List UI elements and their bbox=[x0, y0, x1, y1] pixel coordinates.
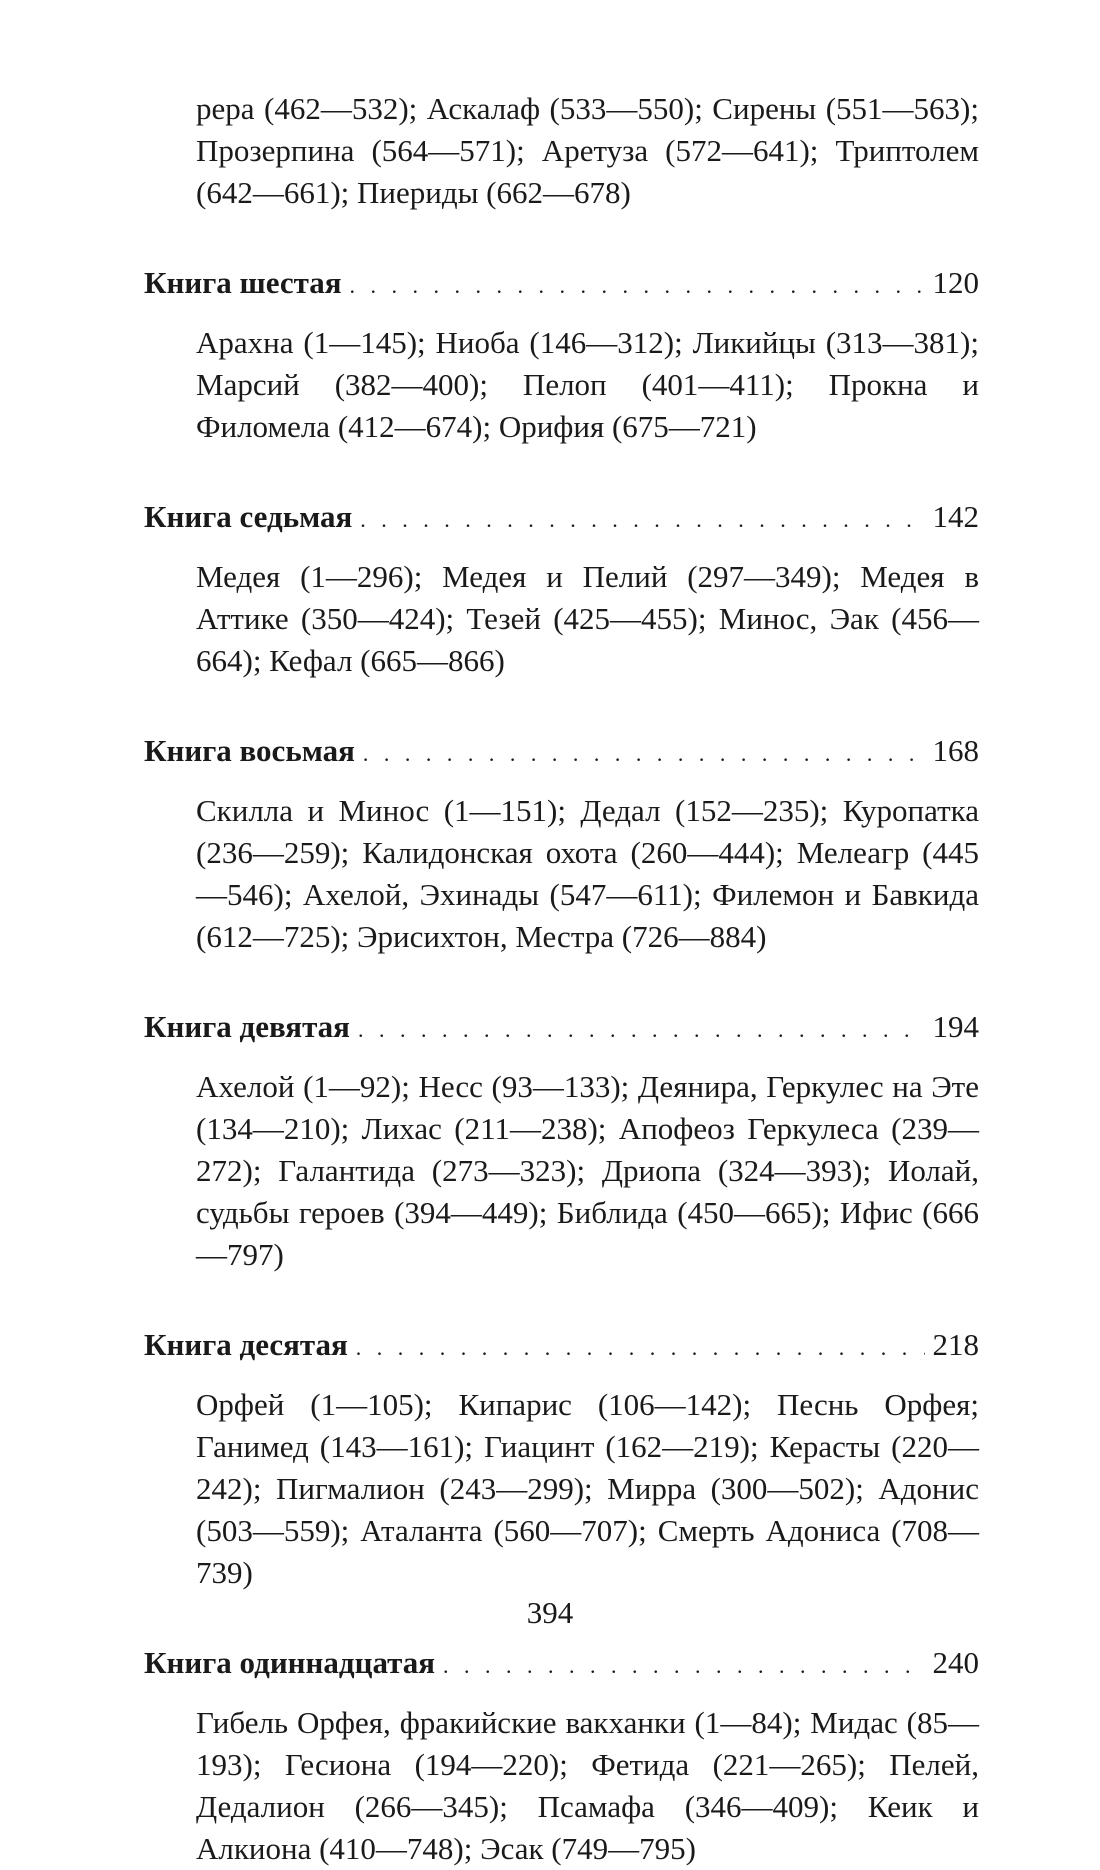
toc-entry bbox=[144, 496, 979, 682]
toc-entry bbox=[144, 1324, 979, 1594]
section-contents: Арахна (1—145); Ниоба (146—312); Ликийцы (313—381); Марсий (382—400); Пелоп (401—411); Прокна и Филомела (412—674); Орифия (675—721) bbox=[196, 325, 979, 444]
toc-entry bbox=[144, 1642, 979, 1870]
toc-heading bbox=[144, 262, 979, 307]
section-contents: Орфей (1—105); Кипарис (106—142); Песнь Орфея; Ганимед (143—161); Гиацинт (162—219); Керасты (220—242); Пигмалион (243—299); Мирра (300—502); Адонис (503—559); Аталанта (560—707); Смерть Адониса (708—739) bbox=[196, 1387, 979, 1590]
section-title: Книга седьмая bbox=[144, 499, 353, 534]
section-title: Книга девятая bbox=[144, 1009, 350, 1044]
dot-leader bbox=[358, 1009, 925, 1051]
section-contents: Медея (1—296); Медея и Пелий (297—349); Медея в Аттике (350—424); Тезей (425—455); Минос, Эак (456—664); Кефал (665—866) bbox=[196, 559, 979, 678]
toc-heading bbox=[144, 496, 979, 541]
section-contents: Ахелой (1—92); Несс (93—133); Деянира, Геркулес на Эте (134—210); Лихас (211—238); Апофеоз Геркулеса (239—272); Галантида (273—323); Дриопа (324—393); Иолай, судьбы героев (394—449); Библида (450—665); Ифис (666—797) bbox=[196, 1069, 979, 1272]
section-title: Книга десятая bbox=[144, 1327, 348, 1362]
section-contents: Скилла и Минос (1—151); Дедал (152—235); Куропатка (236—259); Калидонская охота (260—444); Мелеагр (445—546); Ахелой, Эхинады (547—611); Филемон и Бавкида (612—725); Эрисихтон, Местра (726—884) bbox=[196, 793, 979, 954]
toc-heading bbox=[144, 1006, 979, 1051]
page-number: 218 bbox=[932, 1327, 979, 1362]
section-title: Книга шестая bbox=[144, 265, 342, 300]
dot-leader bbox=[360, 499, 924, 541]
dot-leader bbox=[349, 265, 924, 307]
toc-entry bbox=[144, 1006, 979, 1276]
page-number: 142 bbox=[932, 499, 979, 534]
section-title: Книга одиннадцатая bbox=[144, 1645, 436, 1680]
dot-leader bbox=[363, 733, 925, 775]
page-number: 168 bbox=[932, 733, 979, 768]
toc-heading bbox=[144, 1642, 979, 1687]
toc-entry bbox=[144, 730, 979, 958]
toc-heading bbox=[144, 730, 979, 775]
folio-page-number: 394 bbox=[526, 1595, 574, 1630]
toc-entry bbox=[144, 262, 979, 448]
dot-leader bbox=[356, 1327, 925, 1369]
page-number: 194 bbox=[932, 1009, 979, 1044]
section-contents: Гибель Орфея, фракийские вакханки (1—84); Мидас (85—193); Гесиона (194—220); Фетида (221—265); Пелей, Дедалион (266—345); Псамафа (346—409); Кеик и Алкиона (410—748); Эсак (749—795) bbox=[196, 1705, 979, 1866]
page-number: 240 bbox=[932, 1645, 979, 1680]
page-number: 120 bbox=[932, 265, 979, 300]
section-title: Книга восьмая bbox=[144, 733, 355, 768]
dot-leader bbox=[443, 1645, 924, 1687]
toc-heading bbox=[144, 1324, 979, 1369]
intro-paragraph: рера (462—532); Аскалаф (533—550); Сирены (551—563); Прозерпина (564—571); Аретуза (572—641); Триптолем (642—661); Пиериды (662—678) bbox=[196, 91, 979, 210]
